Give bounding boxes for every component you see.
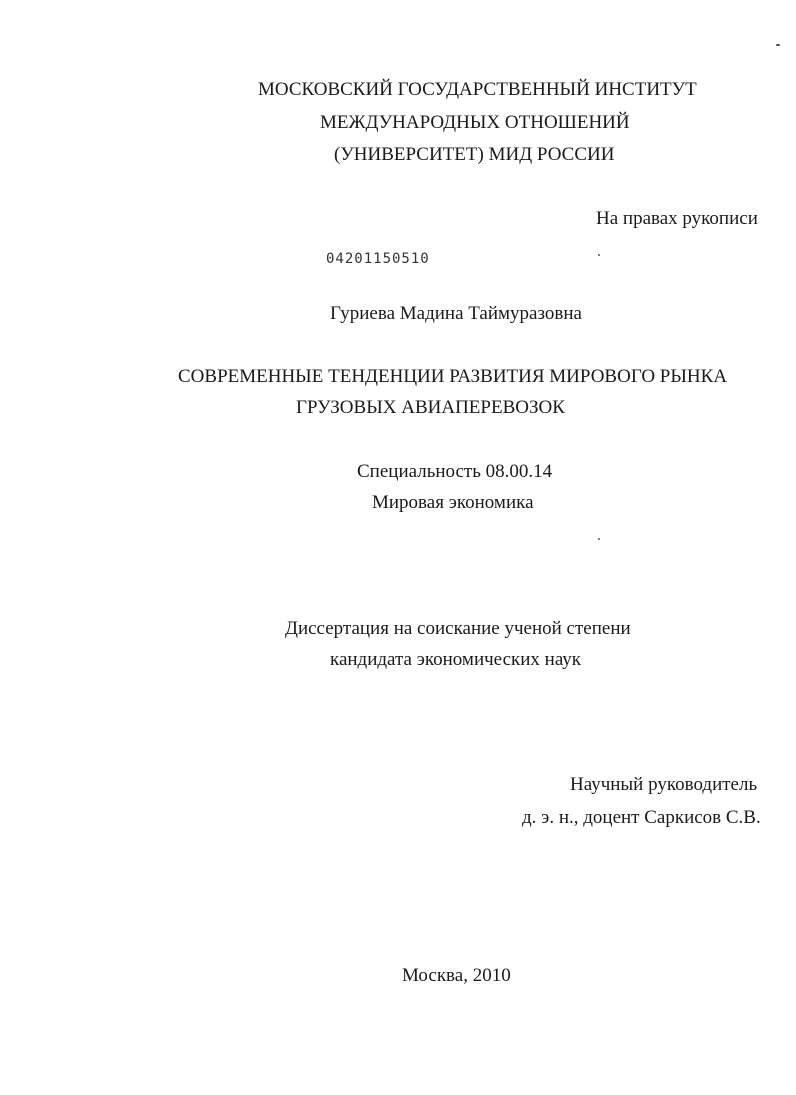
title-line-2: ГРУЗОВЫХ АВИАПЕРЕВОЗОК bbox=[296, 397, 565, 418]
institution-line-3: (УНИВЕРСИТЕТ) МИД РОССИИ bbox=[334, 144, 615, 165]
author-name: Гуриева Мадина Таймуразовна bbox=[330, 303, 582, 324]
supervisor-name: д. э. н., доцент Саркисов С.В. bbox=[522, 807, 761, 828]
registration-number: 04201150510 bbox=[326, 251, 430, 267]
degree-line-1: Диссертация на соискание ученой степени bbox=[285, 618, 631, 639]
specialty-name: Мировая экономика bbox=[372, 492, 534, 513]
scan-speck bbox=[776, 44, 780, 46]
scan-speck bbox=[598, 254, 600, 256]
degree-line-2: кандидата экономических наук bbox=[330, 649, 582, 670]
specialty-code: Специальность 08.00.14 bbox=[357, 461, 553, 482]
supervisor-label: Научный руководитель bbox=[570, 774, 758, 795]
place-year: Москва, 2010 bbox=[402, 965, 511, 986]
scan-speck bbox=[598, 538, 600, 540]
institution-line-1: МОСКОВСКИЙ ГОСУДАРСТВЕННЫЙ ИНСТИТУТ bbox=[258, 79, 697, 100]
rights-note: На правах рукописи bbox=[596, 208, 758, 229]
institution-line-2: МЕЖДУНАРОДНЫХ ОТНОШЕНИЙ bbox=[320, 112, 630, 133]
title-line-1: СОВРЕМЕННЫЕ ТЕНДЕНЦИИ РАЗВИТИЯ МИРОВОГО РЫНКА bbox=[178, 366, 728, 387]
